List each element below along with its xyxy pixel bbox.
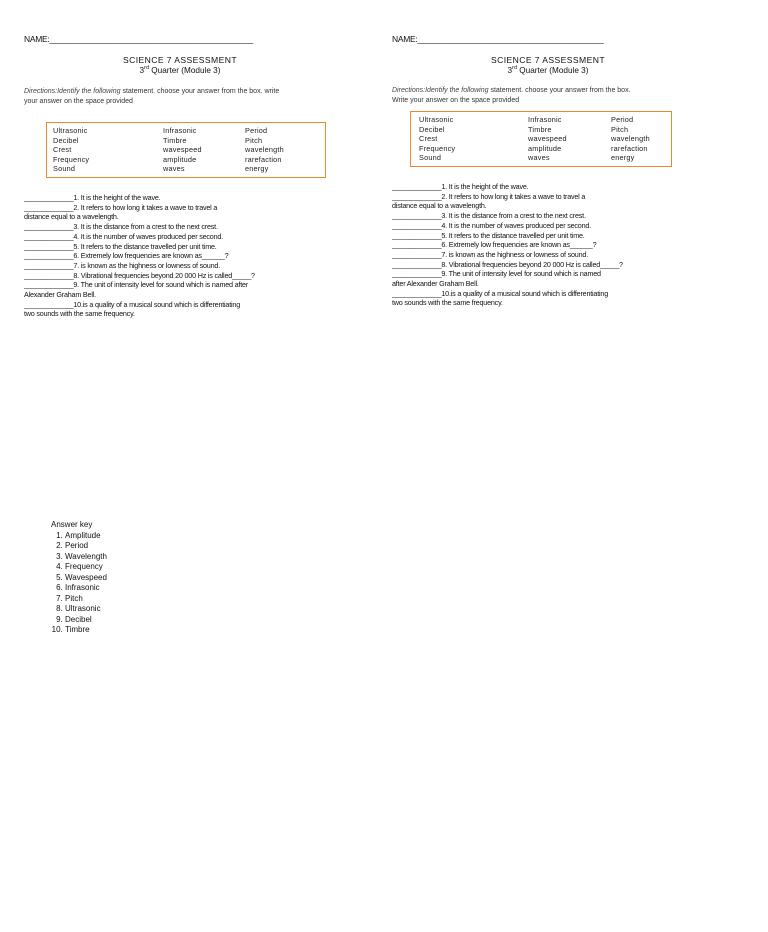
choice-item: wavespeed <box>528 134 567 144</box>
question-line: after Alexander Graham Bell. <box>392 279 479 289</box>
choice-item: Ultrasonic <box>419 115 454 124</box>
question-line: _____________4. It is the number of waves produced per second. <box>24 231 223 241</box>
answer-list <box>51 531 107 636</box>
answer-item: 5. Wavespeed <box>65 573 107 584</box>
choice-item: Crest <box>53 145 72 155</box>
question-line: _____________5. It refers to the distance travelled per unit time. <box>24 241 217 251</box>
question-line: _____________6. Extremely low frequencies are known as______? <box>392 240 597 250</box>
question-line: _____________1. It is the height of the wave. <box>24 193 161 202</box>
quarter-text: Quarter (Module 3) <box>149 66 221 75</box>
choice-item: Sound <box>419 153 442 163</box>
answer-item: 2. Period <box>65 541 107 552</box>
question-line: two sounds with the same frequency. <box>24 309 135 319</box>
answer-item: 8. Ultrasonic <box>65 604 107 615</box>
choice-item: Timbre <box>528 124 552 134</box>
answer-item: 3. Wavelength <box>65 552 107 563</box>
answer-item: 9. Decibel <box>65 615 107 626</box>
quarter-text: Quarter (Module 3) <box>517 66 589 75</box>
quarter-number: 3 <box>507 66 513 75</box>
assessment-header <box>24 55 336 75</box>
question-line: _____________8. Vibrational frequencies beyond 20 000 Hz is called_____? <box>392 259 623 269</box>
question-line: _____________3. It is the distance from a crest to the next crest. <box>392 211 586 221</box>
choice-item: rarefaction <box>245 154 282 164</box>
quarter-subtitle <box>24 66 336 75</box>
choice-item: Crest <box>419 134 438 144</box>
choice-item: rarefaction <box>611 143 648 153</box>
assessment-title: SCIENCE 7 ASSESSMENT <box>490 55 606 65</box>
choice-item: wavelength <box>611 134 650 144</box>
question-line: _____________7. is known as the highness or lowness of sound. <box>24 260 220 270</box>
quarter-number: 3 <box>139 66 145 75</box>
answer-item: 6. Infrasonic <box>65 583 107 594</box>
choice-item: Pitch <box>611 124 629 134</box>
choice-item: waves <box>163 164 185 174</box>
choice-item: Pitch <box>245 135 263 145</box>
name-field-label: NAME:______________________________________________ <box>24 34 254 44</box>
question-line: _____________4. It is the number of waves produced per second. <box>392 220 591 230</box>
directions-text: statement. choose your answer from the box. <box>488 87 631 94</box>
assessment-title: SCIENCE 7 ASSESSMENT <box>122 55 238 65</box>
answer-item: 1. Amplitude <box>65 531 107 542</box>
question-line: _____________6. Extremely low frequencies are known as______? <box>24 251 229 261</box>
question-line: _____________1. It is the height of the wave. <box>392 182 529 191</box>
choice-item: amplitude <box>163 154 197 164</box>
question-line: _____________2. It refers to how long it takes a wave to travel a <box>392 191 586 201</box>
choice-item: Sound <box>53 164 76 174</box>
choice-item: Frequency <box>53 154 90 164</box>
choice-item: energy <box>245 164 269 174</box>
question-line: _____________2. It refers to how long it takes a wave to travel a <box>24 202 218 212</box>
question-line: _____________8. Vibrational frequencies beyond 20 000 Hz is called_____? <box>24 270 255 280</box>
directions-text-line2: Write your answer on the space provided <box>392 97 520 104</box>
choice-item: amplitude <box>528 143 562 153</box>
answer-item: 10. Timbre <box>65 625 107 636</box>
choice-item: waves <box>528 153 550 163</box>
choice-item: wavelength <box>245 145 284 155</box>
question-line: two sounds with the same frequency. <box>392 298 503 308</box>
choice-item: Decibel <box>419 124 445 134</box>
question-line: _____________10.is a quality of a musical sound which is differentiating <box>392 288 609 298</box>
choice-item: Timbre <box>163 135 187 145</box>
directions-label: Directions:Identify the following <box>392 87 489 94</box>
directions-label: Directions:Identify the following <box>24 88 121 95</box>
question-line: _____________10.is a quality of a musical sound which is differentiating <box>24 299 241 309</box>
question-line: _____________7. is known as the highness or lowness of sound. <box>392 249 588 259</box>
directions <box>392 86 631 106</box>
choice-item: Infrasonic <box>163 126 197 135</box>
question-list <box>392 182 623 308</box>
answer-key-title: Answer key <box>51 520 93 529</box>
answer-item: 4. Frequency <box>65 562 107 573</box>
answer-item: 7. Pitch <box>65 594 107 605</box>
directions <box>24 87 279 107</box>
answer-key <box>51 520 107 636</box>
question-line: _____________5. It refers to the distance travelled per unit time. <box>392 230 585 240</box>
question-list <box>24 193 255 319</box>
choice-item: Infrasonic <box>528 115 562 124</box>
quarter-suffix: rd <box>512 65 517 71</box>
question-line: _____________3. It is the distance from a crest to the next crest. <box>24 222 218 232</box>
choices-box <box>46 122 326 178</box>
choice-item: Frequency <box>419 143 456 153</box>
choice-item: Period <box>611 115 634 124</box>
choice-item: Period <box>245 126 268 135</box>
directions-text-line2: your answer on the space provided <box>24 98 133 105</box>
assessment-header <box>412 55 684 75</box>
question-line: distance equal to a wavelength. <box>24 212 119 222</box>
choice-item: Ultrasonic <box>53 126 88 135</box>
quarter-subtitle <box>412 66 684 75</box>
name-field-label: NAME:__________________________________________ <box>392 34 604 44</box>
choice-item: energy <box>611 153 635 163</box>
question-line: Alexander Graham Bell. <box>24 290 96 300</box>
question-line: _____________9. The unit of intensity level for sound which is named <box>392 269 601 279</box>
quarter-suffix: rd <box>144 65 149 71</box>
question-line: _____________9. The unit of intensity level for sound which is named after <box>24 280 249 290</box>
choice-item: wavespeed <box>163 145 202 155</box>
question-line: distance equal to a wavelength. <box>392 201 487 211</box>
choice-item: Decibel <box>53 135 79 145</box>
choices-box <box>410 111 672 167</box>
directions-text: statement. choose your answer from the box. write <box>120 88 280 95</box>
